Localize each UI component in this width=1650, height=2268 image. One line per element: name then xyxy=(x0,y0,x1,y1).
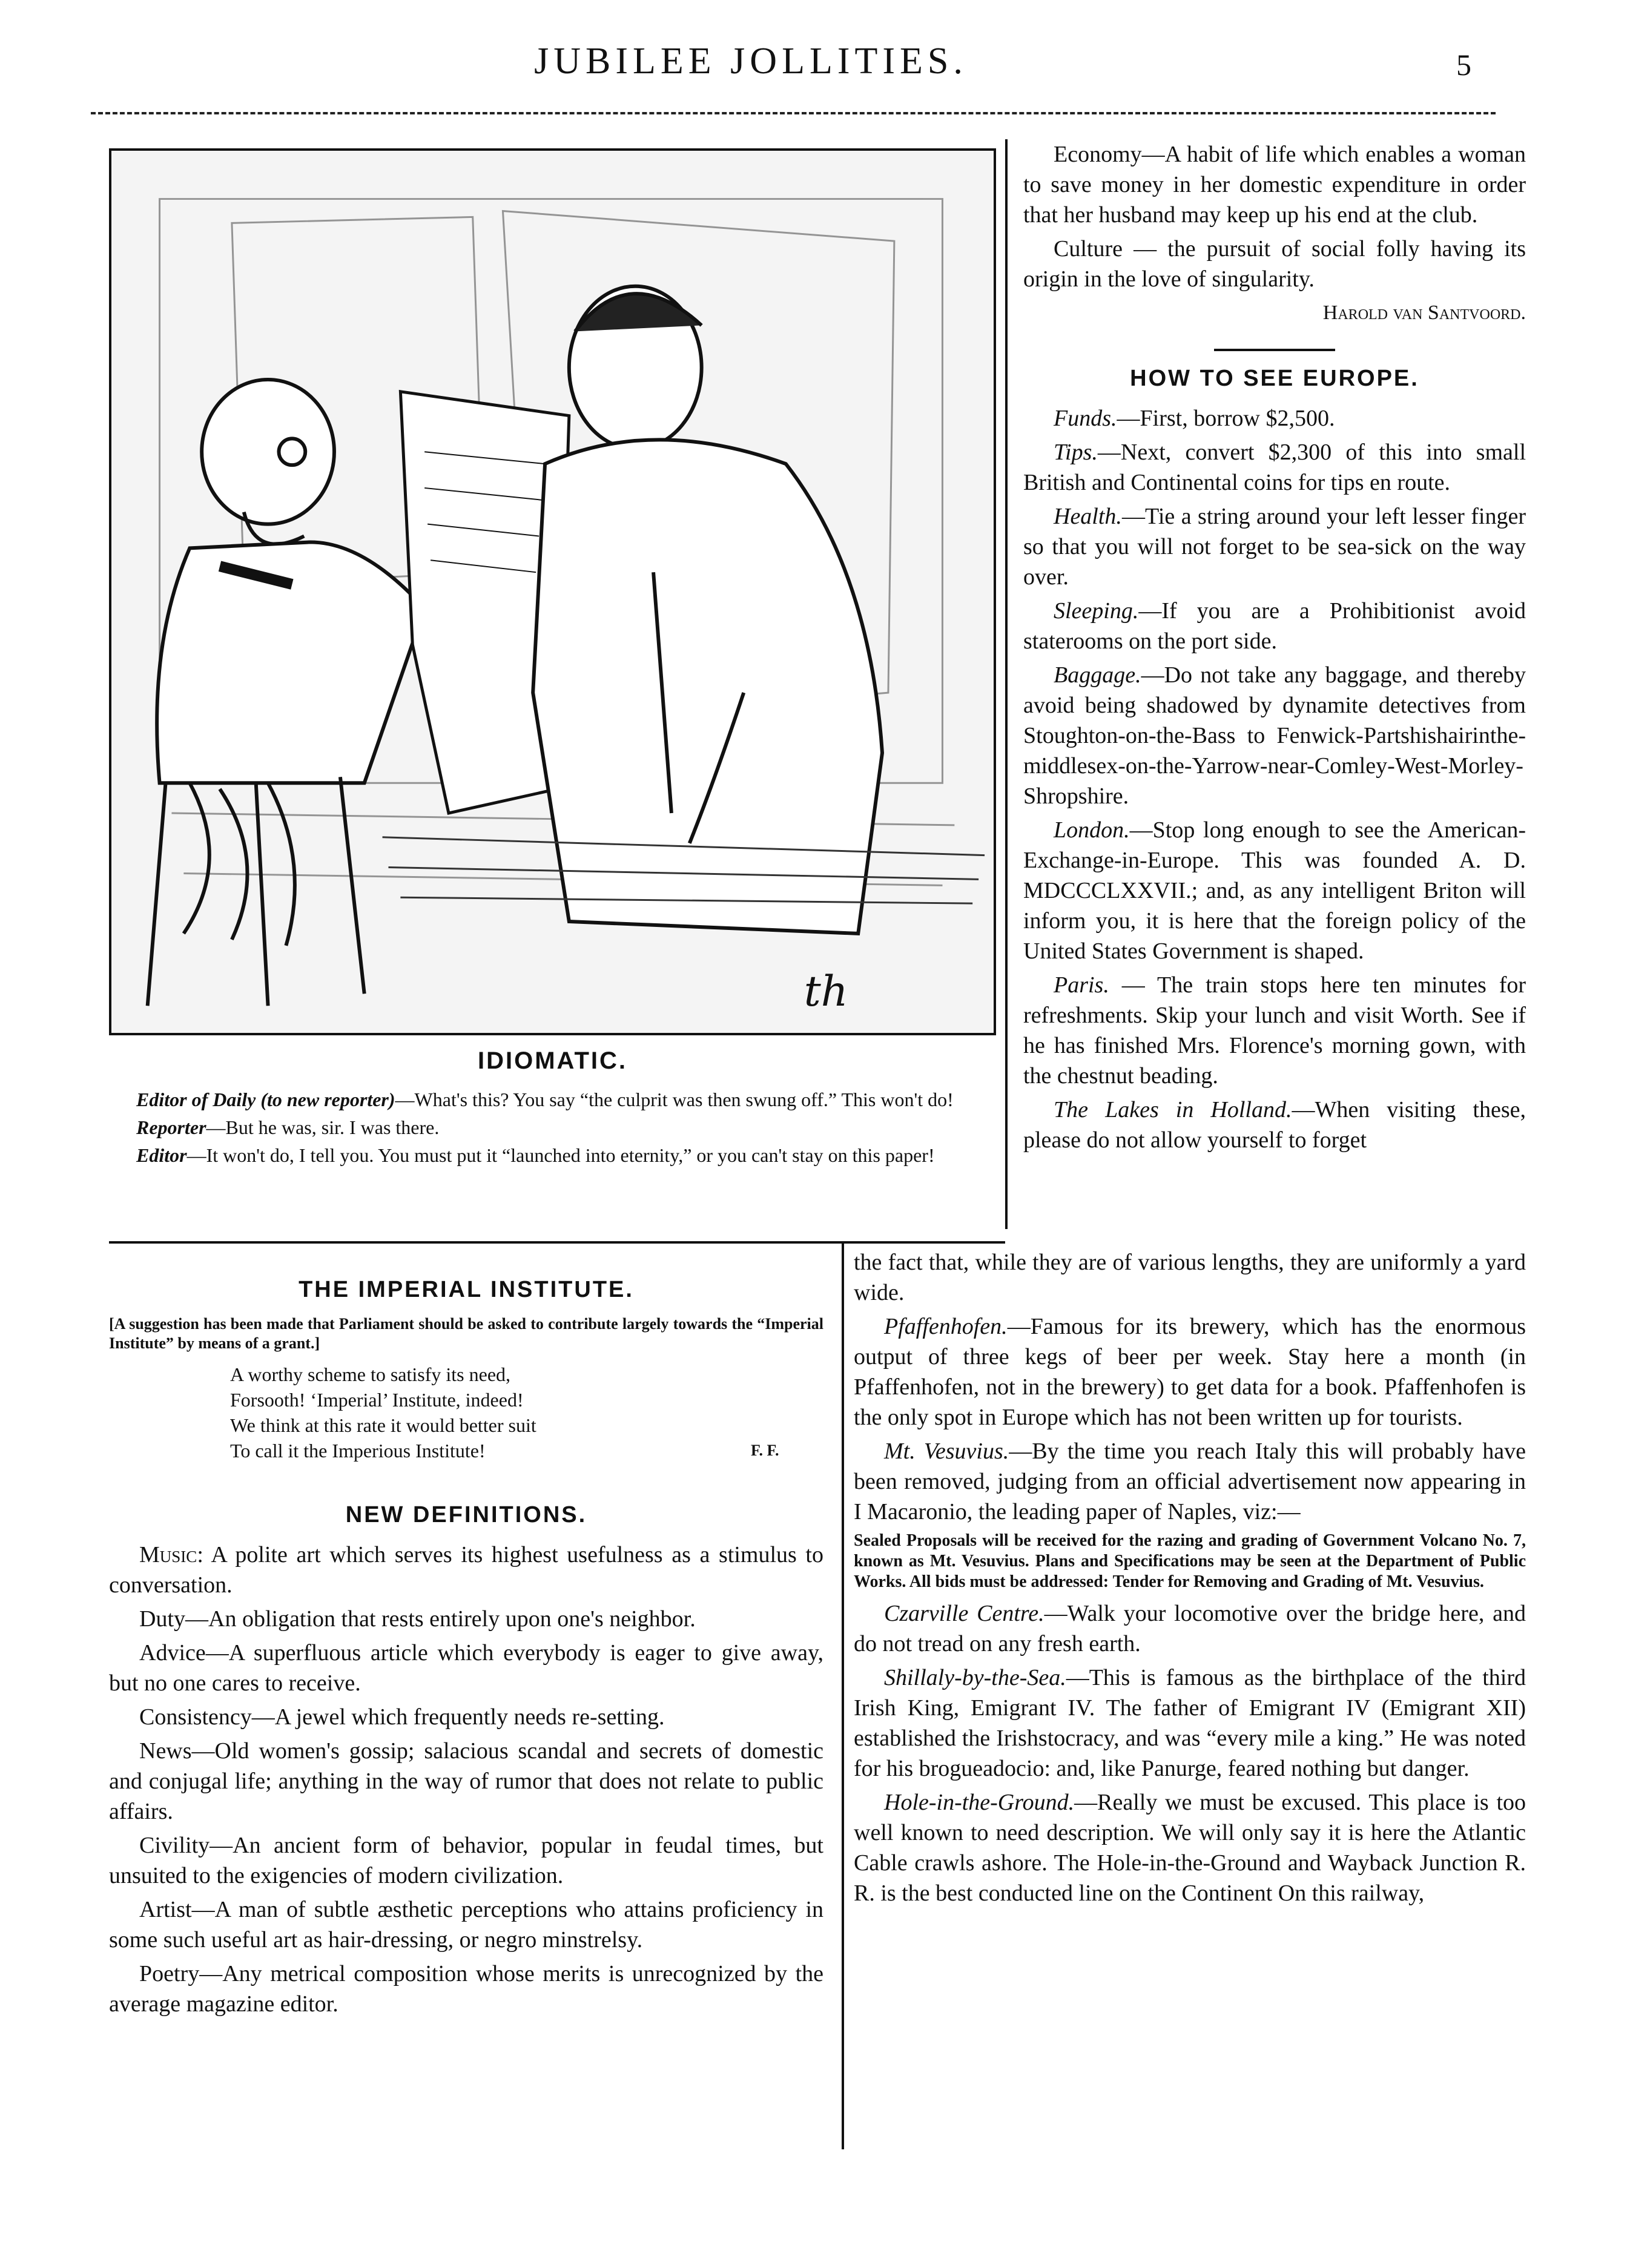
europe-term: London. xyxy=(1054,817,1130,843)
vesuvius-advert: Sealed Proposals will be received for the razing and grading of Government Volcano No. 7, known as Mt. Vesuvius. Plans and Specifications may be seen at the Department of Public Works. All bids must be addressed: Tender for Removing and Grading of Mt. Vesuvius. xyxy=(854,1531,1526,1591)
dialog-text: —What's this? You say “the culprit was then swung off.” This won't do! xyxy=(395,1089,954,1110)
header-rule xyxy=(91,112,1496,114)
definition-term: Duty xyxy=(139,1606,185,1632)
europe-text: —When visiting these, please do not allow yourself to forget xyxy=(1023,1097,1526,1153)
europe-text: —Stop long enough to see the American-Exchange-in-Europe. This was founded A. D. MDCCCLXXVII.; and, as any intelligent Briton will inform you, it is here that the foreign policy of the United States Government is shaped. xyxy=(1023,817,1526,964)
definitions-heading: NEW DEFINITIONS. xyxy=(345,1502,587,1528)
europe-term: Mt. Vesuvius. xyxy=(884,1439,1009,1464)
europe-text: —Do not take any baggage, and thereby avoid being shadowed by dynamite detectives from Stoughton-on-the-Bass to Fenwick-Partshishairinthe-middlesex-on-the-Yarrow-near-Comley-West-Morley-Shropshire. xyxy=(1023,662,1526,809)
europe-text: —Next, convert $2,300 of this into small British and Continental coins for tips en route. xyxy=(1023,440,1526,495)
europe-item xyxy=(854,1436,1526,1527)
europe-heading: HOW TO SEE EUROPE. xyxy=(1130,366,1419,391)
verse-line: A worthy scheme to satisfy its need, xyxy=(230,1363,511,1385)
verse-line: Forsooth! ‘Imperial’ Institute, indeed! xyxy=(230,1389,524,1411)
definition-term: Culture xyxy=(1054,236,1123,262)
definition-item xyxy=(109,1540,823,1600)
europe-item xyxy=(1023,1095,1526,1155)
column-rule-upper xyxy=(1005,139,1008,1229)
cartoon-bottom-rule xyxy=(109,1241,1005,1244)
europe-text: —Walk your locomotive over the bridge here, and do not tread on any fresh earth. xyxy=(854,1601,1526,1656)
europe-term: Sleeping. xyxy=(1054,598,1139,624)
definition-text: —Old women's gossip; salacious scandal and secrets of domestic and conjugal life; anything in the way of rumor that does not relate to public affairs. xyxy=(109,1738,823,1824)
definition-item xyxy=(1023,139,1526,230)
definition-item xyxy=(109,1830,823,1891)
definition-text: —A jewel which frequently needs re-setting. xyxy=(251,1704,665,1730)
dialog-text: —But he was, sir. I was there. xyxy=(206,1116,440,1138)
definition-item xyxy=(109,1604,823,1634)
definition-text: —An ancient form of behavior, popular in feudal times, but unsuited to the exigencies of modern civilization. xyxy=(109,1833,823,1888)
europe-text: —This is famous as the birthplace of the third Irish King, Emigrant IV. The father of Emigrant IV (Emigrant XII) established the Irishstocracy, and was “every mile a king.” He was noted for his brogueadocio: and, like Panurge, feared nothing but danger. xyxy=(854,1665,1526,1781)
europe-item xyxy=(854,1787,1526,1908)
europe-text: —By the time you reach Italy this will probably have been removed, judging from an official advertisement now appearing in I Macaronio, the leading paper of Naples, viz:— xyxy=(854,1439,1526,1525)
cartoon-drawing xyxy=(111,151,994,1033)
europe-term: Czarville Centre. xyxy=(884,1601,1044,1626)
europe-term: Health. xyxy=(1054,504,1122,529)
definition-term: Civility xyxy=(139,1833,210,1858)
definition-text: —An obligation that rests entirely upon one's neighbor. xyxy=(185,1606,696,1632)
europe-term: Pfaffenhofen. xyxy=(884,1314,1008,1339)
definition-text: —A habit of life which enables a woman to save money in her domestic expenditure in order that her husband may keep up his end at the club. xyxy=(1023,142,1526,228)
europe-term: Paris. xyxy=(1054,972,1109,998)
europe-text: — The train stops here ten minutes for refreshments. Skip your lunch and visit Worth. See if he has finished Mrs. Florence's morning gown, with the chestnut beading. xyxy=(1023,972,1526,1089)
europe-text: —Famous for its brewery, which has the enormous output of three kegs of beer per week. Stay here a month (in Pfaffenhofen, not in the brewery) to get data for a book. Pfaffenhofen is the only spot in Europe which has not been written up for tourists. xyxy=(854,1314,1526,1430)
page-number: 5 xyxy=(1456,48,1471,82)
dialog-speaker: Reporter xyxy=(136,1116,206,1138)
europe-item xyxy=(1023,660,1526,811)
right-column-upper xyxy=(1023,139,1526,1159)
europe-item xyxy=(1023,403,1526,433)
verse-line xyxy=(230,1438,823,1463)
imperial-verse xyxy=(109,1362,823,1463)
left-column xyxy=(109,1262,823,2023)
column-rule-lower xyxy=(842,1241,844,2149)
definition-text: —Any metrical composition whose merits is unrecognized by the average magazine editor. xyxy=(109,1961,823,2017)
dialog-speaker: Editor of Daily (to new reporter) xyxy=(136,1089,395,1110)
svg-text:th: th xyxy=(804,967,848,1017)
europe-text: —First, borrow $2,500. xyxy=(1117,406,1335,431)
europe-term: Funds. xyxy=(1054,406,1117,431)
europe-term: Baggage. xyxy=(1054,662,1141,688)
cartoon-illustration xyxy=(109,148,996,1035)
europe-item xyxy=(1023,437,1526,498)
europe-term: Hole-in-the-Ground. xyxy=(884,1790,1075,1815)
cartoon-dialog xyxy=(112,1087,993,1170)
definition-term: Advice xyxy=(139,1640,206,1666)
definition-item xyxy=(1023,234,1526,294)
definition-term: Music xyxy=(139,1542,197,1567)
definition-text: : A polite art which serves its highest usefulness as a stimulus to conversation. xyxy=(109,1542,823,1598)
definition-item xyxy=(109,1638,823,1698)
definition-text: —A man of subtle æsthetic perceptions who attains proficiency in some such useful art as hair-dressing, or negro minstrelsy. xyxy=(109,1897,823,1953)
dialog-line xyxy=(112,1142,993,1168)
europe-term: The Lakes in Holland. xyxy=(1054,1097,1292,1122)
imperial-note: [A suggestion has been made that Parliament should be asked to contribute largely towards the “Imperial Institute” by means of a grant.] xyxy=(109,1315,823,1352)
europe-item xyxy=(1023,596,1526,656)
definition-text: — the pursuit of social folly having its origin in the love of singularity. xyxy=(1023,236,1526,292)
cartoon-title: IDIOMATIC. xyxy=(477,1047,627,1074)
europe-text: —Really we must be excused. This place is too well known to need description. We will only say it is here the Atlantic Cable crawls ashore. The Hole-in-the-Ground and Wayback Junction R. R. is the best conducted line on the Continent On this railway, xyxy=(854,1790,1526,1906)
europe-item xyxy=(854,1663,1526,1784)
europe-item xyxy=(1023,970,1526,1091)
europe-term: Shillaly-by-the-Sea. xyxy=(884,1665,1066,1690)
europe-item xyxy=(1023,501,1526,592)
verse-initials: F. F. xyxy=(751,1442,779,1459)
definitions-signature: Harold van Santvoord. xyxy=(1322,302,1526,324)
europe-item xyxy=(854,1311,1526,1432)
verse-line: We think at this rate it would better suit xyxy=(230,1414,536,1436)
definition-item xyxy=(109,1959,823,2019)
definition-text: —A superfluous article which everybody is eager to give away, but no one cares to receive. xyxy=(109,1640,823,1696)
verse-text: To call it the Imperious Institute! xyxy=(230,1440,486,1462)
definition-item xyxy=(109,1894,823,1955)
definition-term: News xyxy=(139,1738,192,1764)
definition-item xyxy=(109,1702,823,1732)
europe-text: —Tie a string around your left lesser finger so that you will not forget to be sea-sick on the way over. xyxy=(1023,504,1526,590)
dialog-line xyxy=(112,1115,993,1140)
right-column-lower xyxy=(854,1247,1526,1912)
europe-continuation: the fact that, while they are of various lengths, they are uniformly a yard wide. xyxy=(854,1250,1526,1305)
europe-text: —If you are a Prohibitionist avoid staterooms on the port side. xyxy=(1023,598,1526,654)
europe-item xyxy=(1023,815,1526,966)
dialog-text: —It won't do, I tell you. You must put it “launched into eternity,” or you can't stay on this paper! xyxy=(186,1144,935,1166)
dialog-speaker: Editor xyxy=(136,1144,187,1166)
europe-term: Tips. xyxy=(1054,440,1098,465)
definition-term: Economy xyxy=(1054,142,1142,167)
definition-term: Consistency xyxy=(139,1704,252,1730)
definition-term: Poetry xyxy=(139,1961,200,1986)
running-head: JUBILEE JOLLITIES. xyxy=(534,41,968,82)
section-divider xyxy=(1214,349,1335,351)
imperial-heading: THE IMPERIAL INSTITUTE. xyxy=(299,1277,634,1302)
europe-item xyxy=(854,1598,1526,1659)
dialog-line xyxy=(112,1087,993,1112)
definition-term: Artist xyxy=(139,1897,192,1922)
definition-item xyxy=(109,1736,823,1827)
